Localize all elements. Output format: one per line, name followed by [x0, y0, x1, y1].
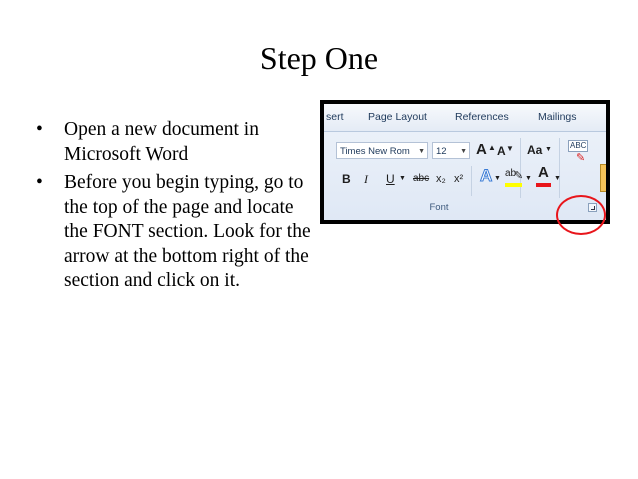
bullet-marker: • [36, 172, 43, 193]
chevron-down-icon: ▼ [460, 148, 467, 155]
chevron-down-icon: ▼ [525, 175, 532, 182]
bullet-text: Before you begin typing, go to the top of the page and locate the FONT section. Look for the arrow at the bottom right of the section and click on it. [64, 172, 311, 291]
bullet-item [36, 118, 318, 167]
bullet-list [36, 118, 318, 298]
chevron-down-icon: ▼ [418, 148, 425, 155]
font-size-value: 12 [436, 146, 447, 157]
chevron-down-icon: ▼ [545, 146, 552, 153]
divider [471, 166, 472, 196]
grow-font-button[interactable]: A [476, 141, 487, 158]
font-name-value: Times New Rom [340, 146, 410, 157]
font-color-button[interactable]: A [538, 164, 549, 181]
marker-icon: ✎ [514, 170, 524, 182]
font-color-bar [536, 183, 551, 187]
grow-arrow-icon: ▲ [488, 143, 496, 152]
highlight-button[interactable]: ab [505, 168, 517, 179]
change-case-button[interactable]: Aa [527, 143, 543, 157]
font-group-label: Font [429, 202, 449, 213]
font-name-combo[interactable] [336, 142, 428, 159]
font-size-combo[interactable] [432, 142, 470, 159]
chevron-down-icon: ▼ [399, 175, 406, 182]
underline-button[interactable]: U [386, 172, 395, 186]
chevron-down-icon: ▼ [554, 175, 561, 182]
tab-page-layout[interactable]: Page Layout [368, 111, 427, 123]
tab-insert[interactable]: sert [326, 111, 344, 123]
superscript-button[interactable]: x² [454, 173, 464, 185]
ribbon-tab-bar [324, 104, 606, 132]
subscript-button[interactable]: x₂ [436, 173, 446, 185]
chevron-down-icon: ▼ [494, 175, 501, 182]
bold-button[interactable]: B [342, 172, 351, 186]
strikethrough-button[interactable]: abc [413, 173, 430, 184]
divider [559, 138, 560, 198]
styles-gallery-edge [600, 164, 606, 192]
slide-title: Step One [259, 40, 379, 76]
eraser-icon: ✎ [576, 152, 586, 164]
shrink-font-button[interactable]: A [497, 144, 506, 158]
bullet-text: Open a new document in Microsoft Word [64, 119, 259, 165]
tab-mailings[interactable]: Mailings [538, 111, 577, 123]
bullet-item [36, 171, 318, 294]
italic-button[interactable]: I [364, 172, 368, 186]
highlight-circle [556, 195, 606, 235]
text-effects-button[interactable]: A [480, 166, 493, 185]
tab-references[interactable]: References [455, 111, 509, 123]
shrink-arrow-icon: ▼ [506, 144, 514, 153]
clear-formatting-icon[interactable]: ABC [570, 141, 587, 150]
bullet-marker: • [36, 119, 43, 140]
highlight-color-bar [505, 183, 522, 187]
